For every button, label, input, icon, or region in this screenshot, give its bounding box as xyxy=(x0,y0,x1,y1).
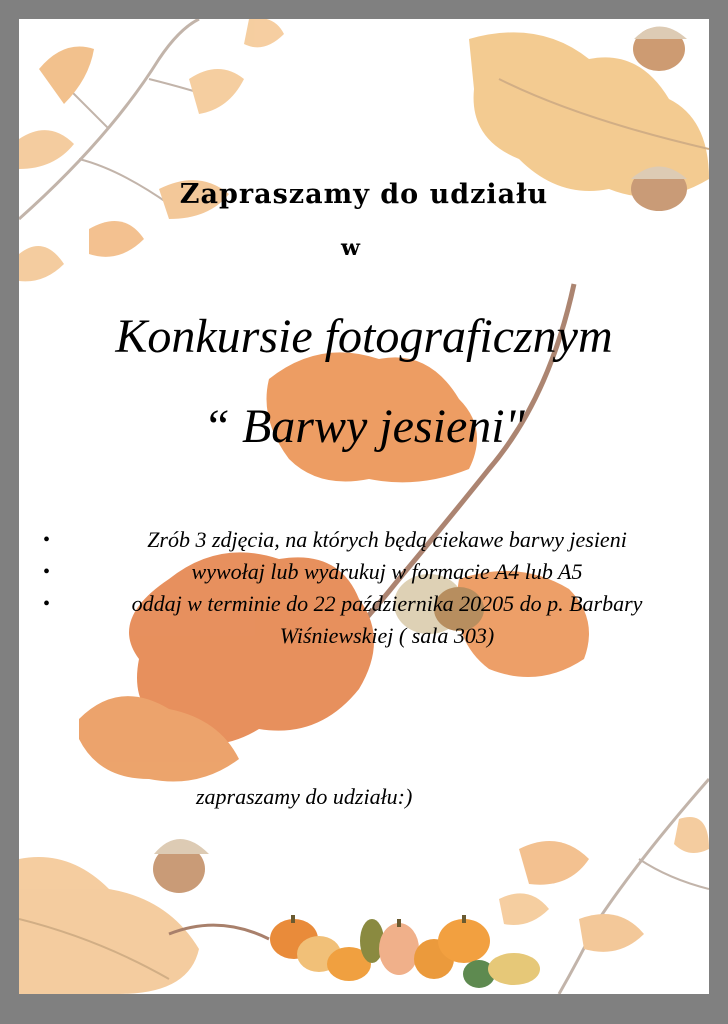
rule-text: wywołaj lub wydrukuj w formacie A4 lub A5 xyxy=(191,559,583,584)
list-item xyxy=(37,588,677,652)
invitation-heading: Zapraszamy do udziału xyxy=(179,179,549,210)
rule-text: Zrób 3 zdjęcia, na których będą ciekawe barwy jesieni xyxy=(147,527,627,552)
rules-list xyxy=(37,524,677,652)
pumpkins-row xyxy=(270,915,540,988)
closing-invitation: zapraszamy do udziału:) xyxy=(196,784,413,809)
rule-text: oddaj w terminie do 22 października 20205 do p. Barbary Wiśniewskiej ( sala 303) xyxy=(131,591,643,648)
bullet-icon: • xyxy=(43,529,51,551)
bullet-icon: • xyxy=(43,593,51,615)
contest-theme: “ Barwy jesieni" xyxy=(203,400,525,453)
invitation-preposition: w xyxy=(341,235,360,261)
oak-leaves-bottom-left xyxy=(19,839,269,994)
list-item xyxy=(37,524,677,556)
contest-name: Konkursie fotograficznym xyxy=(115,310,613,363)
ginkgo-branch-top-left xyxy=(19,19,284,281)
bullet-icon: • xyxy=(43,561,51,583)
poster-page xyxy=(19,19,709,994)
list-item xyxy=(37,556,677,588)
autumn-illustration xyxy=(19,19,709,994)
